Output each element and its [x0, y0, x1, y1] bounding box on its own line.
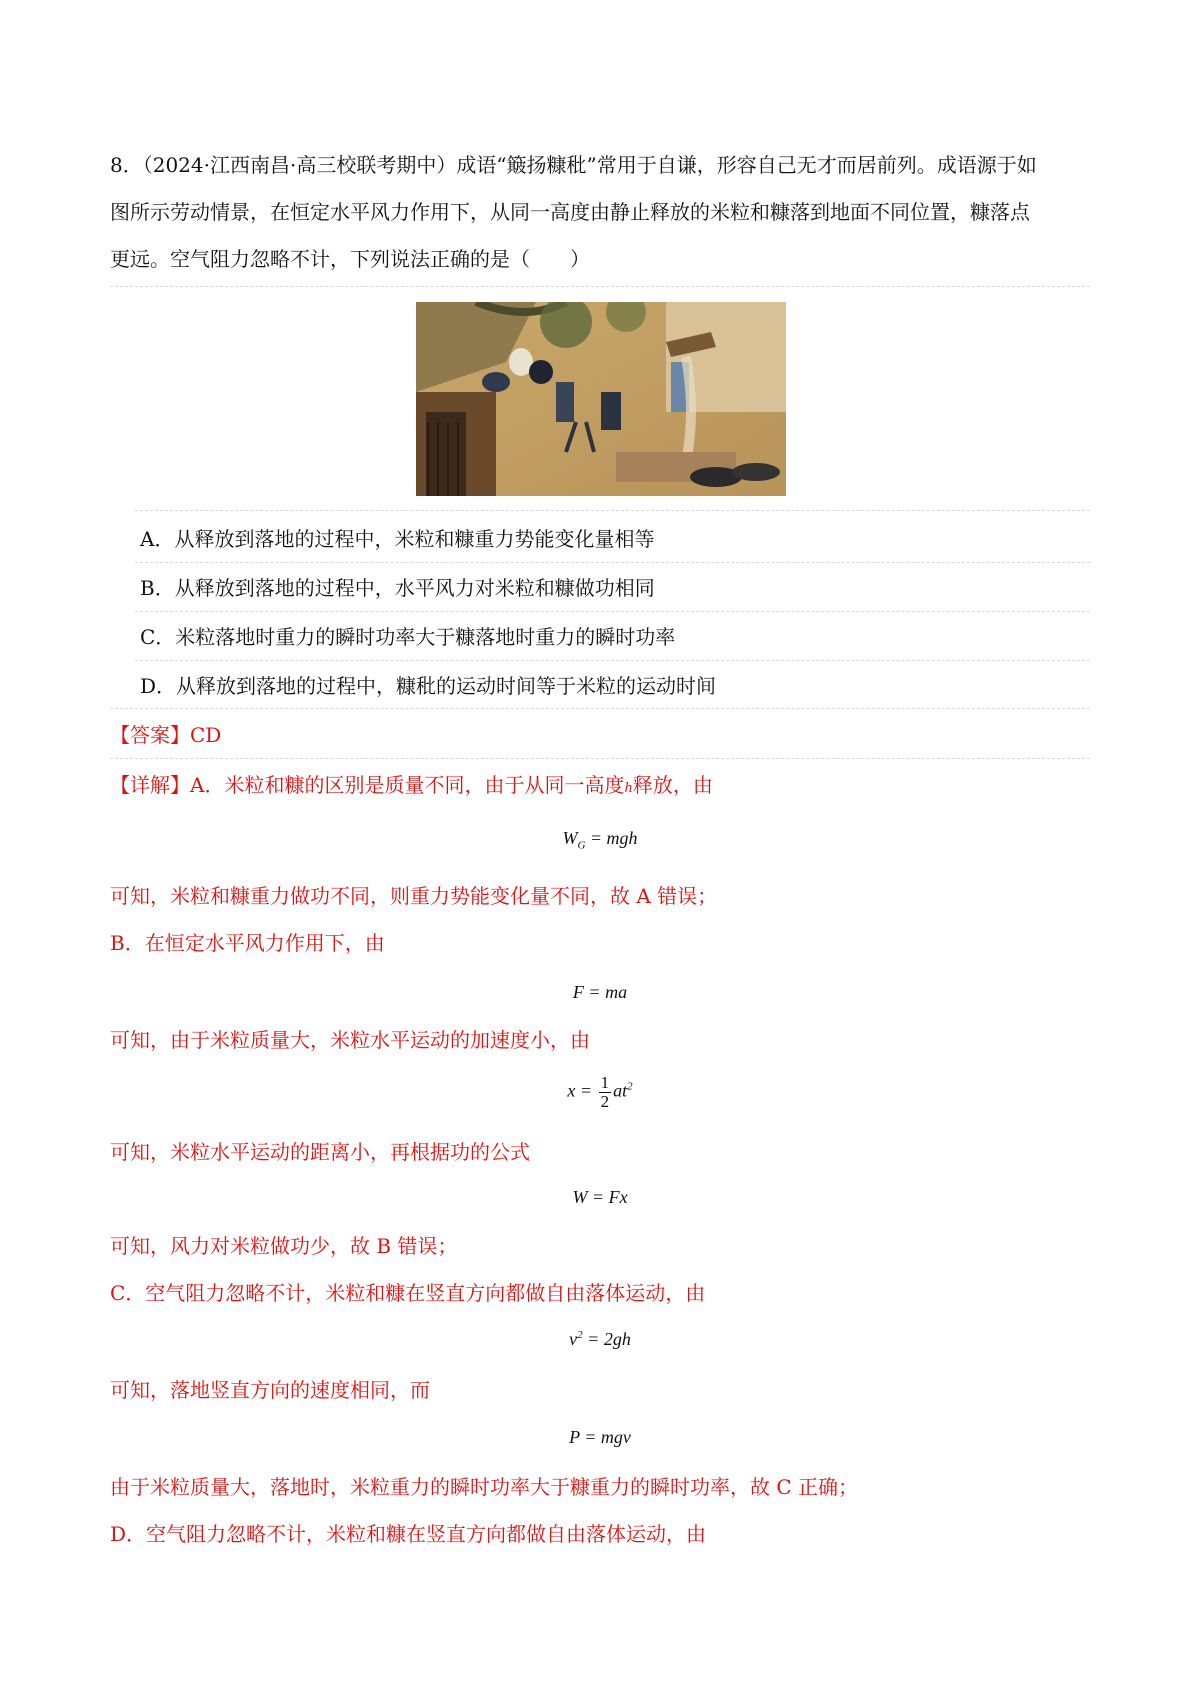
formula-term: = 2gh: [582, 1329, 631, 1349]
explanation-line: B．在恒定水平风力作用下，由: [110, 931, 385, 955]
divider: [135, 562, 1090, 563]
formula-work-gravity: [0, 828, 1200, 852]
explanation-line: 由于米粒质量大，落地时，米粒重力的瞬时功率大于糠重力的瞬时功率，故 C 正确；: [110, 1475, 859, 1499]
variable-h: h: [624, 781, 633, 796]
divider: [110, 286, 1090, 287]
divider: [135, 510, 1090, 511]
explanation-intro-text: 【详解】A．米粒和糠的区别是质量不同，由于从同一高度: [110, 773, 625, 797]
formula-term: = mgh: [585, 828, 638, 848]
fraction: [599, 1074, 612, 1111]
divider: [135, 660, 1090, 661]
answer-line: 【答案】CD: [110, 723, 222, 747]
question-line-2: 图所示劳动情景，在恒定水平风力作用下，从同一高度由静止释放的米粒和糠落到地面不同位置，糠落点: [110, 200, 1030, 224]
question-line-1: 8．（2024·江西南昌·高三校联考期中）成语“簸扬糠秕”常用于自谦，形容自己无才而居前列。成语源于如: [110, 153, 1037, 177]
formula-term: W: [562, 828, 578, 848]
option-d: D．从释放到落地的过程中，糠秕的运动时间等于米粒的运动时间: [140, 674, 717, 698]
explanation-line: 可知，米粒和糠重力做功不同，则重力势能变化量不同，故 A 错误；: [110, 884, 718, 908]
fraction-numerator: 1: [600, 1073, 610, 1092]
explanation-line: 可知，米粒水平运动的距离小，再根据功的公式: [110, 1140, 530, 1164]
winnowing-painting-image: [416, 302, 786, 496]
explanation-line: 可知，风力对米粒做功少，故 B 错误；: [110, 1234, 458, 1258]
explanation-intro: [110, 770, 1090, 804]
option-a: A．从释放到落地的过程中，米粒和糠重力势能变化量相等: [140, 527, 655, 551]
formula-subscript: G: [577, 839, 586, 852]
formula-work: W = Fx: [572, 1187, 628, 1207]
formula-term: at: [613, 1080, 628, 1101]
divider: [110, 708, 1090, 709]
option-b: B．从释放到落地的过程中，水平风力对米粒和糠做功相同: [140, 576, 655, 600]
explanation-line: 可知，落地竖直方向的速度相同，而: [110, 1378, 430, 1402]
formula-displacement: [0, 1074, 1200, 1111]
explanation-line: 可知，由于米粒质量大，米粒水平运动的加速度小，由: [110, 1028, 590, 1052]
explanation-intro-text-2: 释放，由: [632, 773, 713, 797]
formula-power: P = mgv: [569, 1427, 631, 1447]
question-line-3: 更远。空气阻力忽略不计，下列说法正确的是（ ）: [110, 247, 590, 271]
formula-newton: F = ma: [572, 982, 628, 1002]
formula-velocity: [0, 1329, 1200, 1350]
formula-term: x =: [567, 1080, 597, 1101]
fraction-denominator: 2: [600, 1092, 610, 1111]
formula-superscript: 2: [577, 1329, 583, 1341]
explanation-line: D．空气阻力忽略不计，米粒和糠在竖直方向都做自由落体运动，由: [110, 1522, 707, 1546]
formula-term: v: [569, 1329, 578, 1349]
explanation-line: C．空气阻力忽略不计，米粒和糠在竖直方向都做自由落体运动，由: [110, 1281, 706, 1305]
divider: [110, 758, 1090, 759]
option-c: C．米粒落地时重力的瞬时功率大于糠落地时重力的瞬时功率: [140, 625, 676, 649]
divider: [135, 611, 1090, 612]
formula-superscript: 2: [627, 1080, 633, 1093]
